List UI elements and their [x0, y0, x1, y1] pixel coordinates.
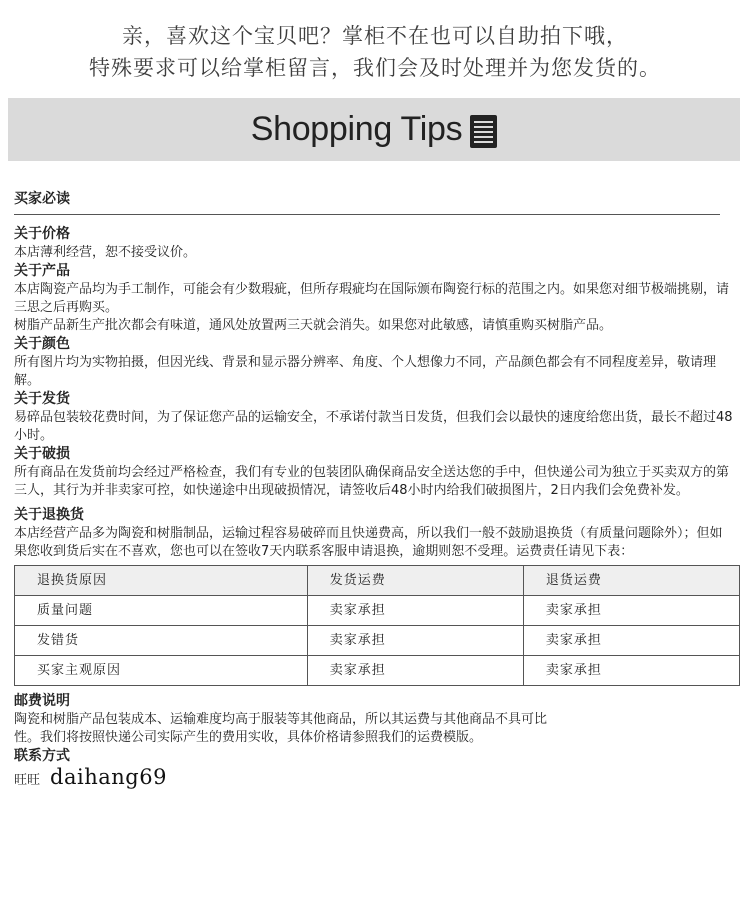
table-cell: 卖家承担 — [307, 656, 523, 686]
section-text: 性。我们将按照快递公司实际产生的费用实收，具体价格请参照我们的运费模版。 — [14, 730, 483, 745]
buyer-notice — [14, 190, 734, 790]
section-returns — [14, 506, 734, 561]
section-title: 邮费说明 — [14, 693, 70, 709]
section-text: 树脂产品新生产批次都会有味道，通风处放置两三天就会消失。如果您对此敏感，请慎重购买树脂产品。 — [14, 318, 613, 333]
table-row — [15, 626, 740, 656]
table-row — [15, 656, 740, 686]
section-text: 本店经营产品多为陶瓷和树脂制品，运输过程容易破碎而且快递费高，所以我们一般不鼓励退换货（有质量问题除外）；但如果您收到货后实在不喜欢，您也可以在签收7天内联系客服申请退换，逾期则恕不受理。运费责任请见下表： — [14, 526, 723, 559]
table-cell: 卖家承担 — [523, 596, 739, 626]
intro-line-2: 特殊要求可以给掌柜留言，我们会及时处理并为您发货的。 — [89, 56, 661, 80]
banner-title: Shopping Tips — [250, 110, 463, 148]
shopping-tips-banner — [8, 98, 740, 161]
table-header-row — [15, 566, 740, 596]
section-contact — [14, 747, 734, 790]
table-header-cell: 发货运费 — [307, 566, 523, 596]
table-cell: 买家主观原因 — [15, 656, 308, 686]
section-text: 易碎品包装较花费时间，为了保证您产品的运输安全，不承诺付款当日发货，但我们会以最快的速度给您出货，最长不超过48小时。 — [14, 410, 733, 443]
notepad-icon — [470, 115, 497, 148]
section-product — [14, 262, 734, 335]
buyer-notice-heading: 买家必读 — [14, 191, 70, 207]
section-color — [14, 335, 734, 390]
table-header-cell: 退货运费 — [523, 566, 739, 596]
wangwang-contact — [14, 765, 734, 790]
section-title: 关于退换货 — [14, 507, 84, 523]
section-title: 关于破损 — [14, 446, 70, 462]
heading-divider — [14, 214, 720, 215]
intro-message — [0, 20, 750, 84]
wangwang-id[interactable]: daihang69 — [50, 765, 167, 789]
section-text: 本店薄利经营，恕不接受议价。 — [14, 245, 197, 260]
section-price — [14, 225, 734, 262]
table-row — [15, 596, 740, 626]
table-cell: 发错货 — [15, 626, 308, 656]
section-text: 所有商品在发货前均会经过严格检查，我们有专业的包装团队确保商品安全送达您的手中，但快递公司为独立于买卖双方的第三人，其行为并非卖家可控，如快递途中出现破损情况，请签收后48小时内给我们破损图片，2日内我们会免费补发。 — [14, 465, 730, 498]
section-title: 关于发货 — [14, 391, 70, 407]
intro-line-1: 亲，喜欢这个宝贝吧？掌柜不在也可以自助拍下哦， — [122, 24, 628, 48]
table-cell: 卖家承担 — [523, 656, 739, 686]
section-text: 所有图片均为实物拍摄，但因光线、背景和显示器分辨率、角度、个人想像力不同，产品颜色都会有不同程度差异，敬请理解。 — [14, 355, 717, 388]
section-shipping — [14, 390, 734, 445]
section-text: 本店陶瓷产品均为手工制作，可能会有少数瑕疵，但所存瑕疵均在国际颁布陶瓷行标的范围之内。如果您对细节极端挑剔，请三思之后再购买。 — [14, 282, 730, 315]
section-title: 联系方式 — [14, 748, 70, 764]
section-title: 关于颜色 — [14, 336, 70, 352]
return-shipping-table — [14, 565, 740, 686]
wangwang-label: 旺旺 — [14, 773, 41, 788]
section-damage — [14, 445, 734, 500]
table-header-cell: 退换货原因 — [15, 566, 308, 596]
section-title: 关于产品 — [14, 263, 70, 279]
section-text: 陶瓷和树脂产品包装成本、运输难度均高于服装等其他商品，所以其运费与其他商品不具可比 — [14, 712, 548, 727]
section-postage — [14, 692, 734, 747]
table-cell: 卖家承担 — [307, 596, 523, 626]
table-cell: 卖家承担 — [523, 626, 739, 656]
section-title: 关于价格 — [14, 226, 70, 242]
table-cell: 卖家承担 — [307, 626, 523, 656]
table-cell: 质量问题 — [15, 596, 308, 626]
